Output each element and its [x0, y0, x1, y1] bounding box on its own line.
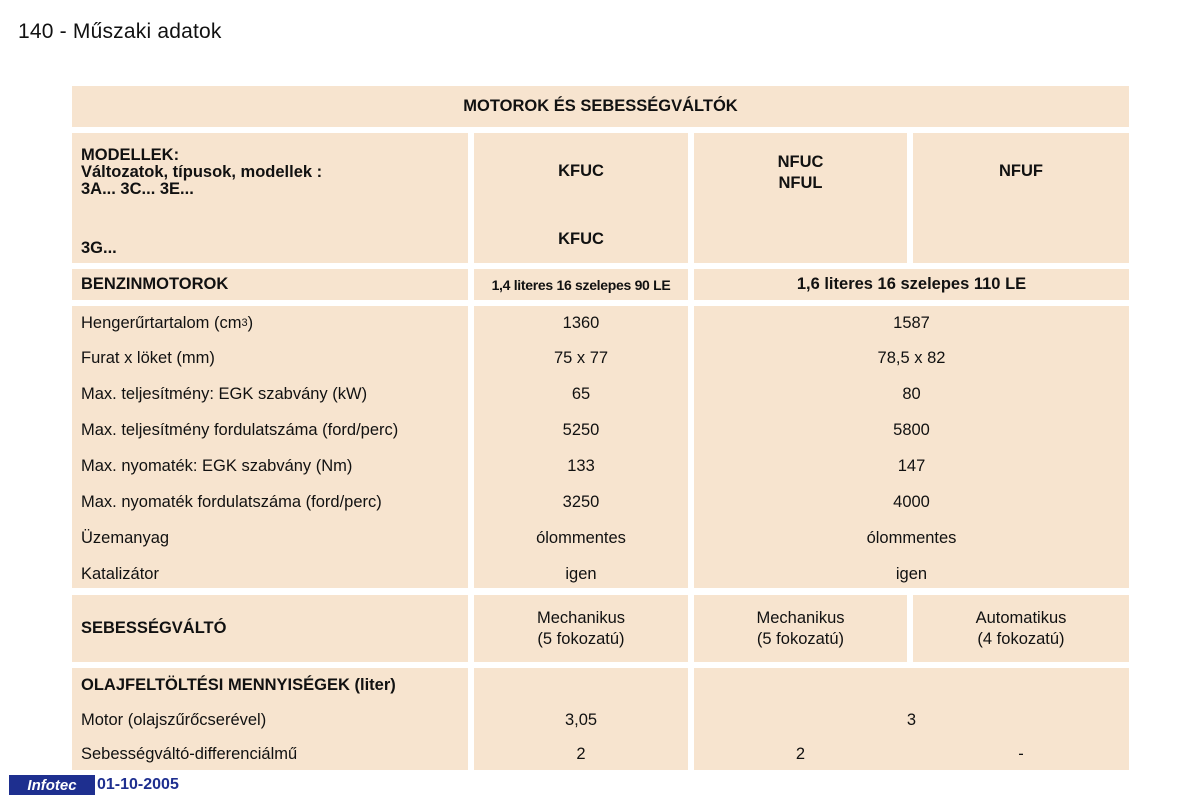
- gearbox-label: SEBESSÉGVÁLTÓ: [81, 619, 227, 637]
- spec-label: Max. teljesítmény: EGK szabvány (kW): [81, 384, 368, 403]
- spec-value-1: 1360: [562, 313, 600, 332]
- model-col2-line2: NFUL: [778, 174, 823, 192]
- infotec-logo: Infotec: [9, 775, 95, 795]
- gearbox-col2-cell: [694, 595, 907, 662]
- footer-date: 01-10-2005: [97, 776, 179, 793]
- engines-label: BENZINMOTOROK: [81, 275, 229, 293]
- spec-value-2: 1587: [893, 313, 930, 332]
- spec-label-suffix: ): [247, 313, 254, 332]
- gearbox-col2-line1: Mechanikus: [756, 608, 845, 627]
- models-label-line3: 3A... 3C... 3E...: [81, 180, 194, 198]
- gearbox-label-cell: [72, 595, 468, 662]
- oil-gear-value-3: -: [1018, 744, 1024, 763]
- gearbox-col1-line2: (5 fokozatú): [537, 629, 625, 648]
- spec-value-1: igen: [565, 564, 597, 583]
- gearbox-col3-line1: Automatikus: [975, 608, 1067, 627]
- gearbox-col2-line2: (5 fokozatú): [756, 629, 845, 648]
- spec-label-sup: 3: [241, 317, 248, 329]
- spec-value-1: 75 x 77: [553, 348, 609, 367]
- spec-value-2: 78,5 x 82: [877, 348, 946, 367]
- oil-gear-label: Sebességváltó-differenciálmű: [81, 744, 298, 763]
- model-col1-bottom: KFUC: [558, 230, 604, 248]
- spec-label: Max. teljesítmény fordulatszáma (ford/perc): [81, 420, 399, 439]
- spec-label: Katalizátor: [81, 564, 159, 583]
- spec-value-2: igen: [895, 564, 928, 583]
- table-title: [72, 86, 1129, 127]
- gearbox-col1-cell: [474, 595, 688, 662]
- oil-gear-value-2: 2: [795, 744, 806, 763]
- model-col2-line1: NFUC: [777, 153, 824, 171]
- model-col3: NFUF: [999, 162, 1043, 180]
- oil-gear-value-1: 2: [576, 744, 586, 763]
- models-col3-cell: [913, 133, 1129, 263]
- models-label-line1: MODELLEK:: [81, 146, 180, 164]
- spec-value-2: 5800: [893, 420, 930, 439]
- spec-label: Max. nyomaték fordulatszáma (ford/perc): [81, 492, 382, 511]
- model-col1-top: KFUC: [558, 162, 604, 180]
- spec-value-1: 133: [567, 456, 595, 475]
- gearbox-col1-line1: Mechanikus: [536, 608, 626, 627]
- models-col2-cell: [694, 133, 907, 263]
- engines-label-cell: [72, 269, 468, 300]
- table-title-text: MOTOROK ÉS SEBESSÉGVÁLTÓK: [463, 97, 738, 115]
- oil-motor-value-1: 3,05: [564, 710, 598, 729]
- spec-value-2: ólommentes: [866, 528, 957, 547]
- spec-value-1: 65: [571, 384, 591, 403]
- oil-label: OLAJFELTÖLTÉSI MENNYISÉGEK (liter): [81, 675, 396, 694]
- spec-value-1: ólommentes: [536, 528, 626, 547]
- spec-value-1: 5250: [562, 420, 600, 439]
- models-label: [81, 147, 322, 198]
- gearbox-col3-line2: (4 fokozatú): [977, 629, 1065, 648]
- engines-col23: 1,6 literes 16 szelepes 110 LE: [796, 275, 1027, 293]
- models-label-3g: 3G...: [81, 239, 117, 257]
- engines-col1-cell: [474, 269, 688, 300]
- spec-label: Max. nyomaték: EGK szabvány (Nm): [81, 456, 353, 475]
- spec-value-2: 80: [902, 384, 921, 403]
- gearbox-col3-cell: [913, 595, 1129, 662]
- page-title: 140 - Műszaki adatok: [18, 20, 222, 43]
- spec-label-text: Hengerűrtartalom (cm: [81, 313, 242, 332]
- spec-value-2: 147: [897, 456, 926, 475]
- models-label-line2: Változatok, típusok, modellek :: [81, 163, 323, 181]
- oil-motor-value-2: 3: [906, 710, 917, 729]
- spec-value-1: 3250: [562, 492, 600, 511]
- spec-value-2: 4000: [893, 492, 930, 511]
- oil-motor-label: Motor (olajszűrőcserével): [81, 710, 267, 729]
- engines-col23-cell: [694, 269, 1129, 300]
- spec-label: Üzemanyag: [81, 528, 170, 547]
- spec-label: Furat x löket (mm): [81, 348, 215, 367]
- spec-label: [72, 308, 468, 338]
- engines-col1: 1,4 literes 16 szelepes 90 LE: [491, 276, 671, 293]
